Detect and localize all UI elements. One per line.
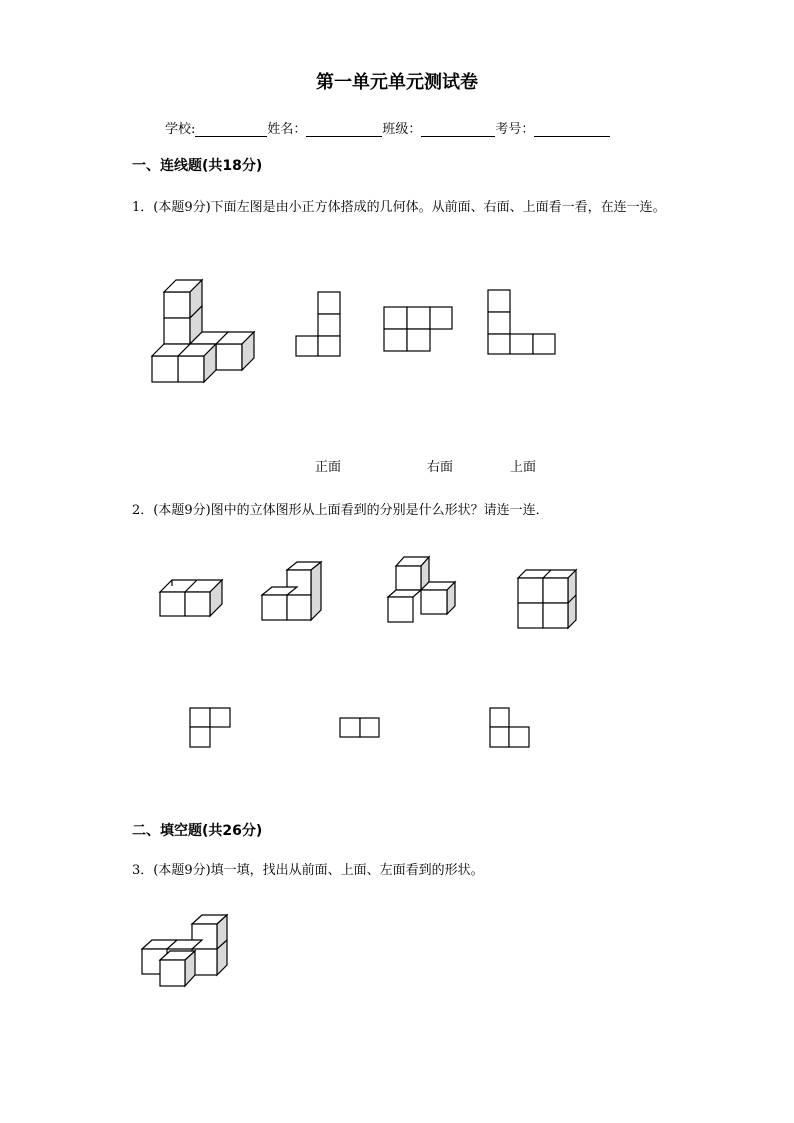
number-label: 考号：	[495, 122, 535, 137]
q3-cube	[160, 951, 195, 986]
question-text: 2．(本题9分)图中的立体图形从上面看到的分别是什么形状？请连一连．	[132, 503, 549, 518]
question-text: 3．(本题9分)填一填，找出从前面、上面、左面看到的形状。	[132, 863, 484, 878]
page-title: 第一单元单元测试卷	[316, 72, 478, 93]
school-label: 学校:	[165, 122, 196, 137]
class-label: 班级：	[382, 122, 422, 137]
question-text: 1．(本题9分)下面左图是由小正方体搭成的几何体。从前面、右面、上面看一看，在连一连。	[132, 200, 666, 215]
q1-label-right: 右面	[427, 460, 454, 475]
name-label: 姓名：	[267, 122, 307, 137]
section-heading: 一、连线题(共18分)	[132, 158, 263, 174]
q1-label-top: 上面	[510, 460, 537, 475]
q1-label-front: 正面	[315, 460, 342, 475]
section-heading: 二、填空题(共26分)	[132, 823, 263, 839]
